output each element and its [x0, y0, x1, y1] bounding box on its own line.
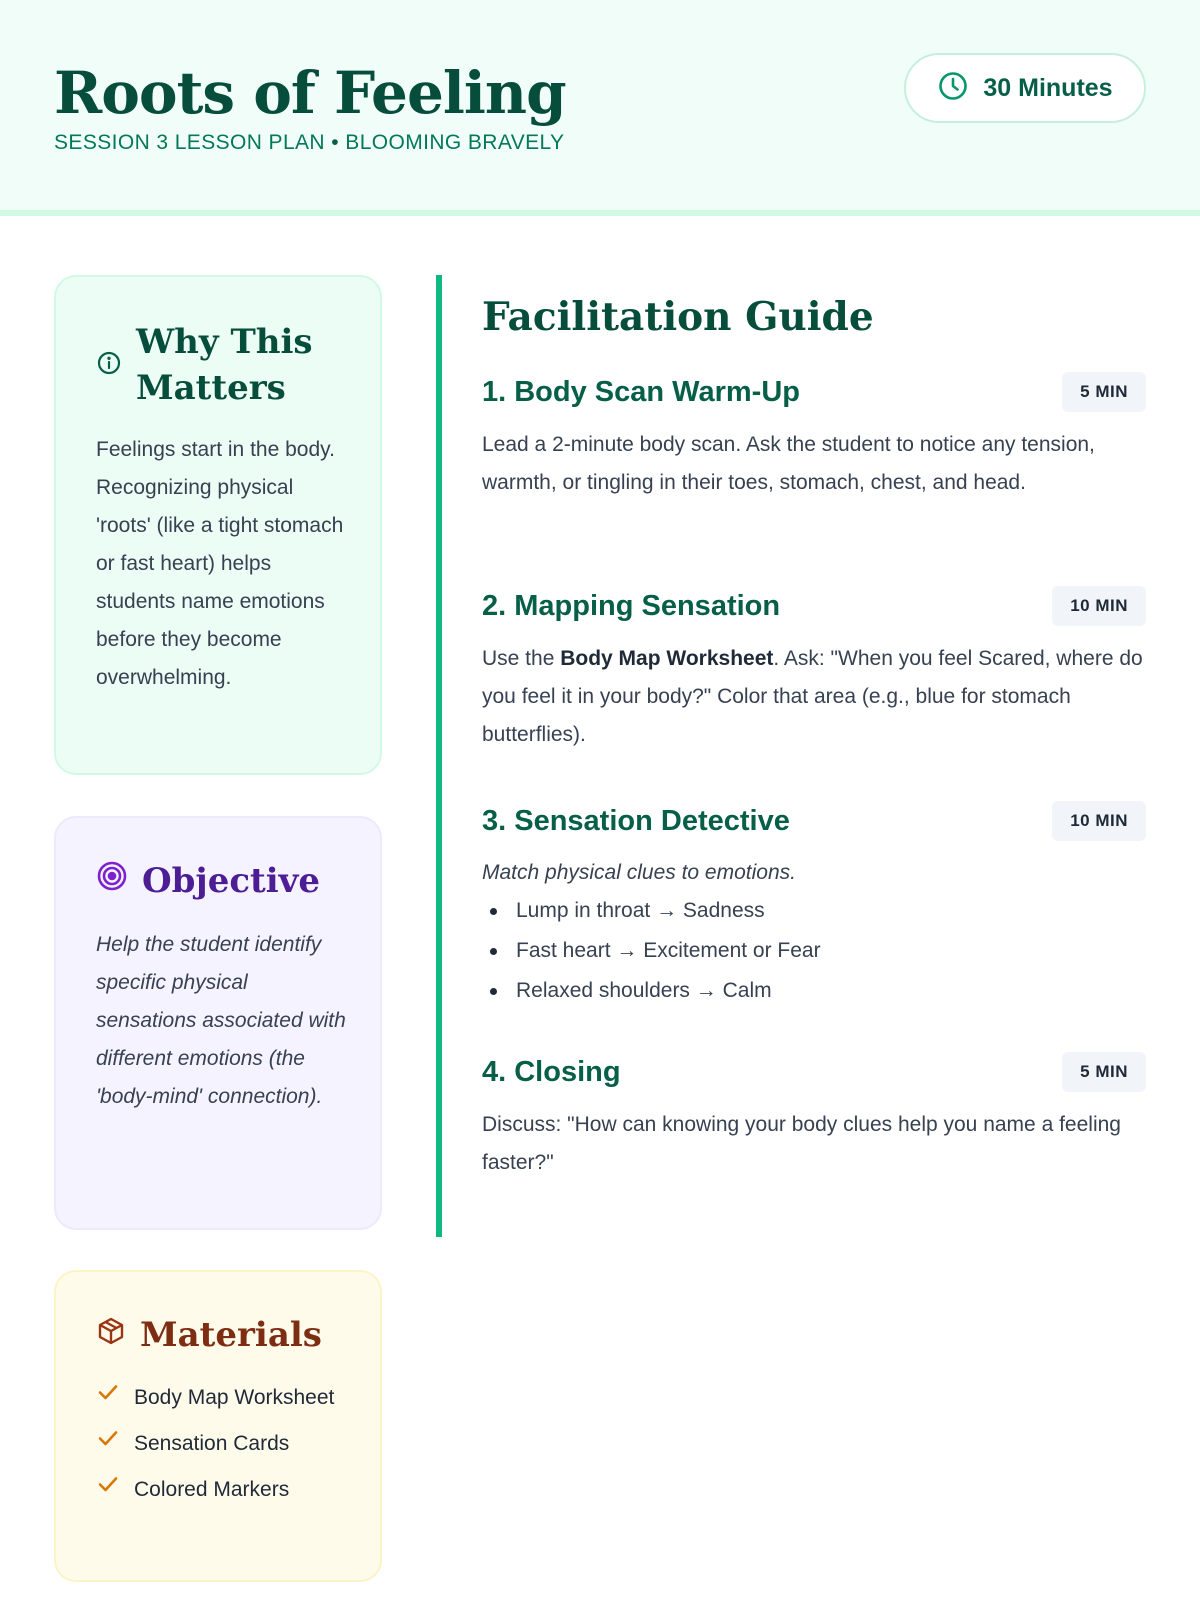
clock-icon [937, 70, 969, 107]
time-badge: 5 MIN [1062, 372, 1146, 412]
why-this-matters-card [54, 275, 382, 775]
page-header [0, 0, 1200, 216]
material-label: Body Map Worksheet [134, 1385, 335, 1409]
objective-heading: Objective [142, 861, 321, 901]
material-item [96, 1380, 346, 1414]
box-icon [96, 1312, 126, 1358]
check-icon [96, 1380, 120, 1414]
page-title: Roots of Feeling [54, 59, 566, 127]
guide-step-1 [482, 372, 1146, 502]
guide-step-2 [482, 586, 1146, 754]
page-subtitle [54, 130, 564, 156]
clue-item: Relaxed shoulders → Calm [482, 971, 1146, 1011]
time-badge: 5 MIN [1062, 1052, 1146, 1092]
target-icon [96, 858, 128, 904]
guide-step-4 [482, 1052, 1146, 1182]
step-header [482, 586, 1146, 626]
check-icon [96, 1472, 120, 1506]
objective-heading-row [96, 858, 320, 904]
subtitle-separator: • [331, 131, 340, 154]
step-title: 4. Closing [482, 1055, 621, 1088]
step-title: 1. Body Scan Warm-Up [482, 375, 800, 408]
material-item [96, 1472, 346, 1506]
clue-list [482, 891, 1146, 1011]
time-badge: 10 MIN [1052, 801, 1146, 841]
step-description: Discuss: "How can knowing your body clues help you name a feeling faster?" [482, 1113, 1121, 1174]
step-intro: Match physical clues to emotions. [482, 861, 796, 884]
material-label: Colored Markers [134, 1477, 290, 1501]
materials-card [54, 1270, 382, 1582]
why-heading: Why This Matters [136, 322, 313, 408]
material-label: Sensation Cards [134, 1431, 290, 1455]
clue-item: Fast heart → Excitement or Fear [482, 931, 1146, 971]
facilitation-guide-title: Facilitation Guide [482, 294, 874, 340]
step-title: 2. Mapping Sensation [482, 589, 781, 622]
step-text: Use the [482, 647, 561, 670]
why-heading-row [96, 319, 356, 411]
step-title: 3. Sensation Detective [482, 804, 790, 837]
guide-step-3 [482, 801, 1146, 1011]
duration-text: 30 Minutes [983, 73, 1113, 102]
step-description [482, 640, 1146, 754]
time-badge: 10 MIN [1052, 586, 1146, 626]
materials-heading-row [96, 1312, 322, 1358]
materials-list [96, 1380, 346, 1518]
step-header [482, 801, 1146, 841]
objective-card [54, 816, 382, 1230]
duration-badge [904, 53, 1146, 123]
clue-item: Lump in throat → Sadness [482, 891, 1146, 931]
materials-heading: Materials [140, 1315, 322, 1355]
check-icon [96, 1426, 120, 1460]
material-item [96, 1426, 346, 1460]
objective-text: Help the student identify specific physical sensations associated with different emotions (the 'body-mind' connection). [96, 933, 346, 1108]
info-icon [96, 342, 122, 388]
step-header [482, 1052, 1146, 1092]
step-header [482, 372, 1146, 412]
session-label: SESSION 3 LESSON PLAN [54, 131, 326, 154]
program-label: BLOOMING BRAVELY [345, 131, 565, 154]
why-text: Feelings start in the body. Recognizing physical 'roots' (like a tight stomach or fast heart) helps students name emotions before they become overwhelming. [96, 438, 344, 689]
worksheet-name: Body Map Worksheet [560, 647, 774, 670]
step-text: . Ask: "When you feel Scared, where do you feel it in your body?" Color that area (e.g., blue for stomach butterflies). [482, 647, 1143, 746]
step-description: Lead a 2-minute body scan. Ask the student to notice any tension, warmth, or tingling in their toes, stomach, chest, and head. [482, 433, 1095, 494]
section-divider [436, 275, 442, 1237]
